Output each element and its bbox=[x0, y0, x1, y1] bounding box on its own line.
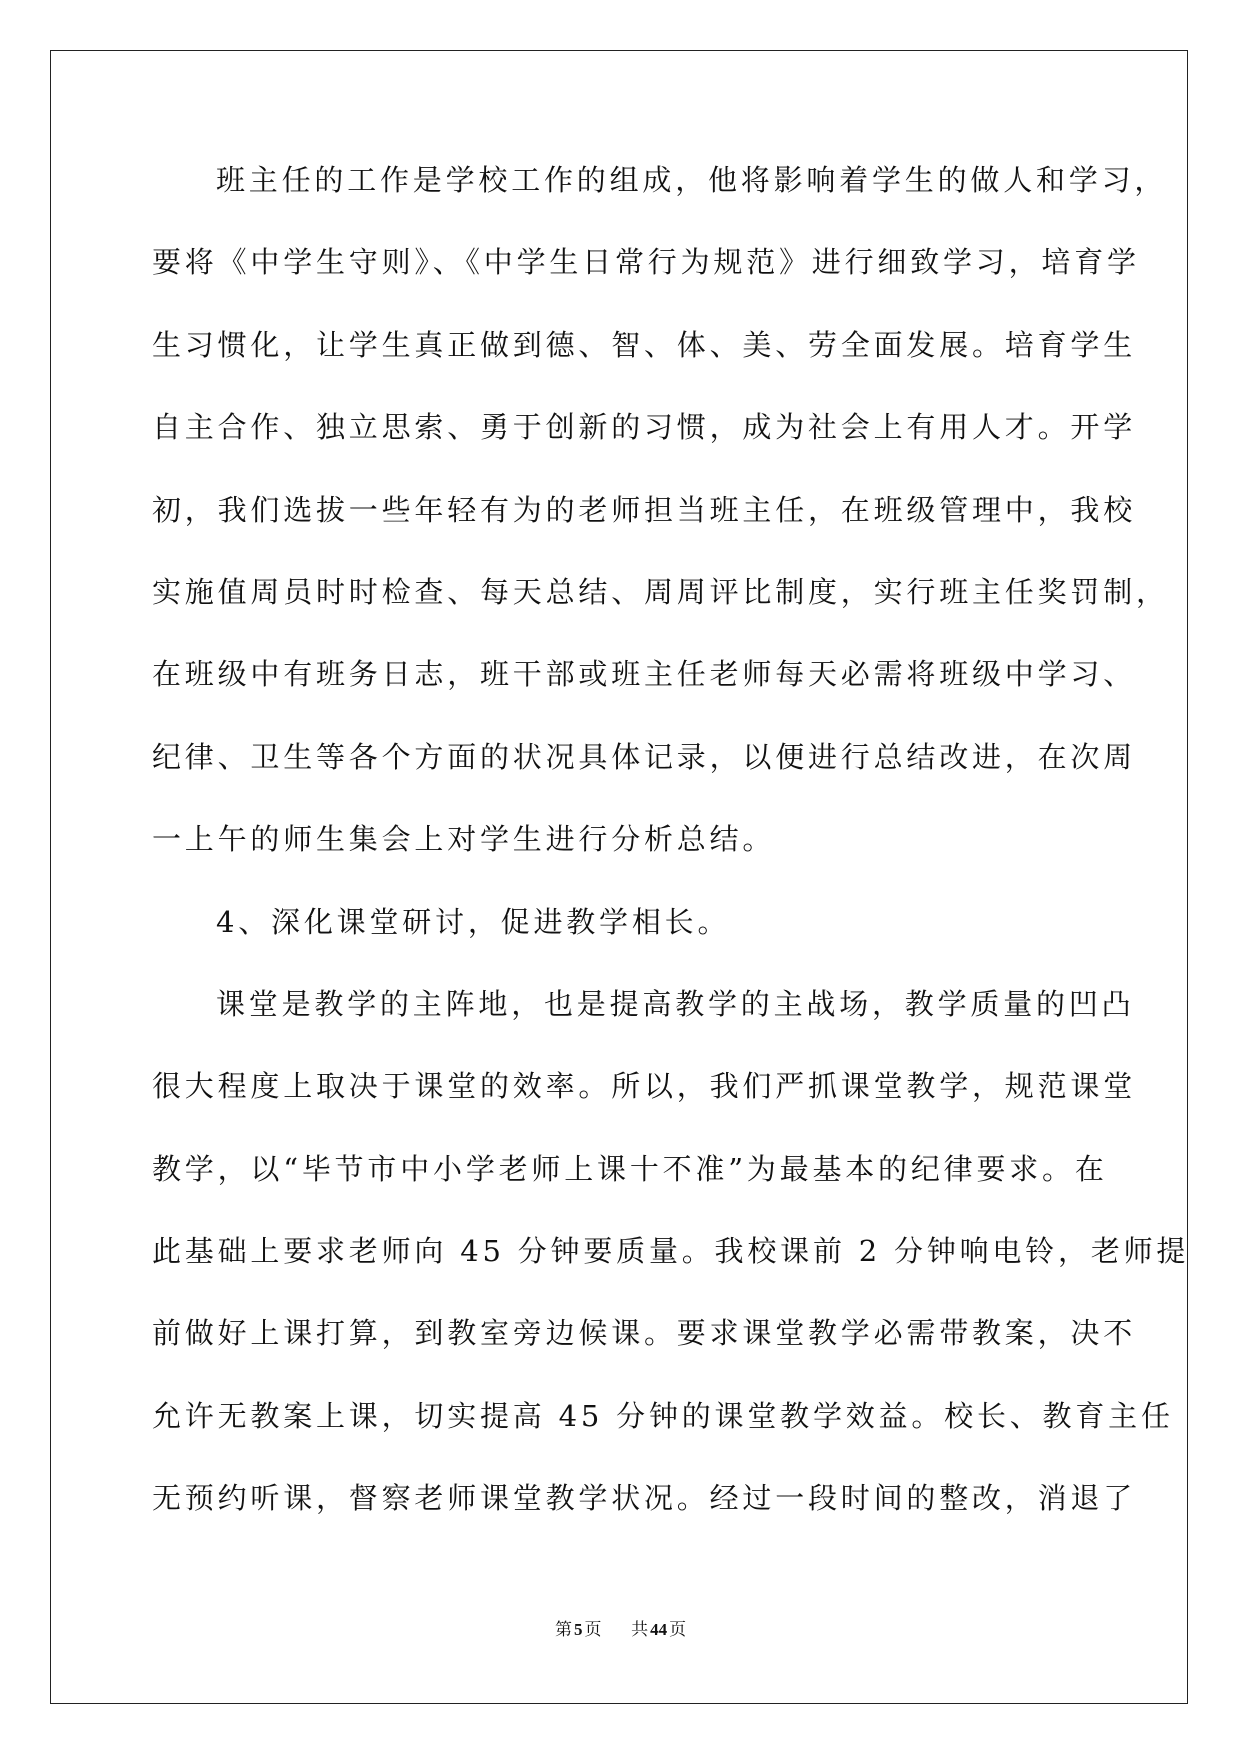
paragraph-line: 实施值周员时时检查、每天总结、周周评比制度，实行班主任奖罚制， bbox=[152, 574, 1169, 609]
paragraph-line: 允许无教案上课，切实提高 45 分钟的课堂教学效益。校长、教育主任 bbox=[152, 1398, 1174, 1433]
paragraph-line: 纪律、卫生等各个方面的状况具体记录，以便进行总结改进，在次周 bbox=[152, 739, 1137, 774]
document-body bbox=[152, 155, 1190, 1556]
total-prefix: 共 bbox=[631, 1620, 649, 1640]
total-suffix: 页 bbox=[669, 1620, 687, 1640]
page-prefix: 第 bbox=[554, 1620, 572, 1640]
section-heading: 4、深化课堂研讨，促进教学相长。 bbox=[216, 904, 731, 939]
paragraph-line: 此基础上要求老师向 45 分钟要质量。我校课前 2 分钟响电铃，老师提 bbox=[152, 1234, 1190, 1269]
paragraph-line: 无预约听课，督察老师课堂教学状况。经过一段时间的整改，消退了 bbox=[152, 1481, 1137, 1516]
total-pages: 44 bbox=[650, 1620, 668, 1639]
paragraph-line: 在班级中有班务日志，班干部或班主任老师每天必需将班级中学习、 bbox=[152, 657, 1137, 692]
paragraph-line: 课堂是教学的主阵地，也是提高教学的主战场，教学质量的凹凸 bbox=[216, 986, 1135, 1021]
paragraph-line: 初，我们选拔一些年轻有为的老师担当班主任，在班级管理中，我校 bbox=[152, 492, 1137, 527]
page-number-label bbox=[553, 1620, 604, 1640]
paragraph-line: 一上午的师生集会上对学生进行分析总结。 bbox=[152, 822, 776, 857]
paragraph-line: 教学，以“毕节市中小学老师上课十不准”为最基本的纪律要求。在 bbox=[152, 1151, 1108, 1186]
paragraph-line: 生习惯化，让学生真正做到德、智、体、美、劳全面发展。培育学生 bbox=[152, 327, 1137, 362]
paragraph-line: 前做好上课打算，到教室旁边候课。要求课堂教学必需带教案，决不 bbox=[152, 1316, 1137, 1351]
paragraph-line: 班主任的工作是学校工作的组成，他将影响着学生的做人和学习， bbox=[216, 163, 1168, 197]
paragraph-line: 要将《中学生守则》、《中学生日常行为规范》进行细致学习，培育学 bbox=[152, 245, 1140, 280]
paragraph-line: 很大程度上取决于课堂的效率。所以，我们严抓课堂教学，规范课堂 bbox=[152, 1069, 1137, 1104]
paragraph-line: 自主合作、独立思索、勇于创新的习惯，成为社会上有用人才。开学 bbox=[152, 410, 1137, 445]
page-number: 5 bbox=[573, 1620, 583, 1639]
total-pages-label bbox=[629, 1620, 688, 1640]
page-suffix: 页 bbox=[584, 1620, 602, 1640]
page-footer bbox=[0, 1615, 1241, 1640]
